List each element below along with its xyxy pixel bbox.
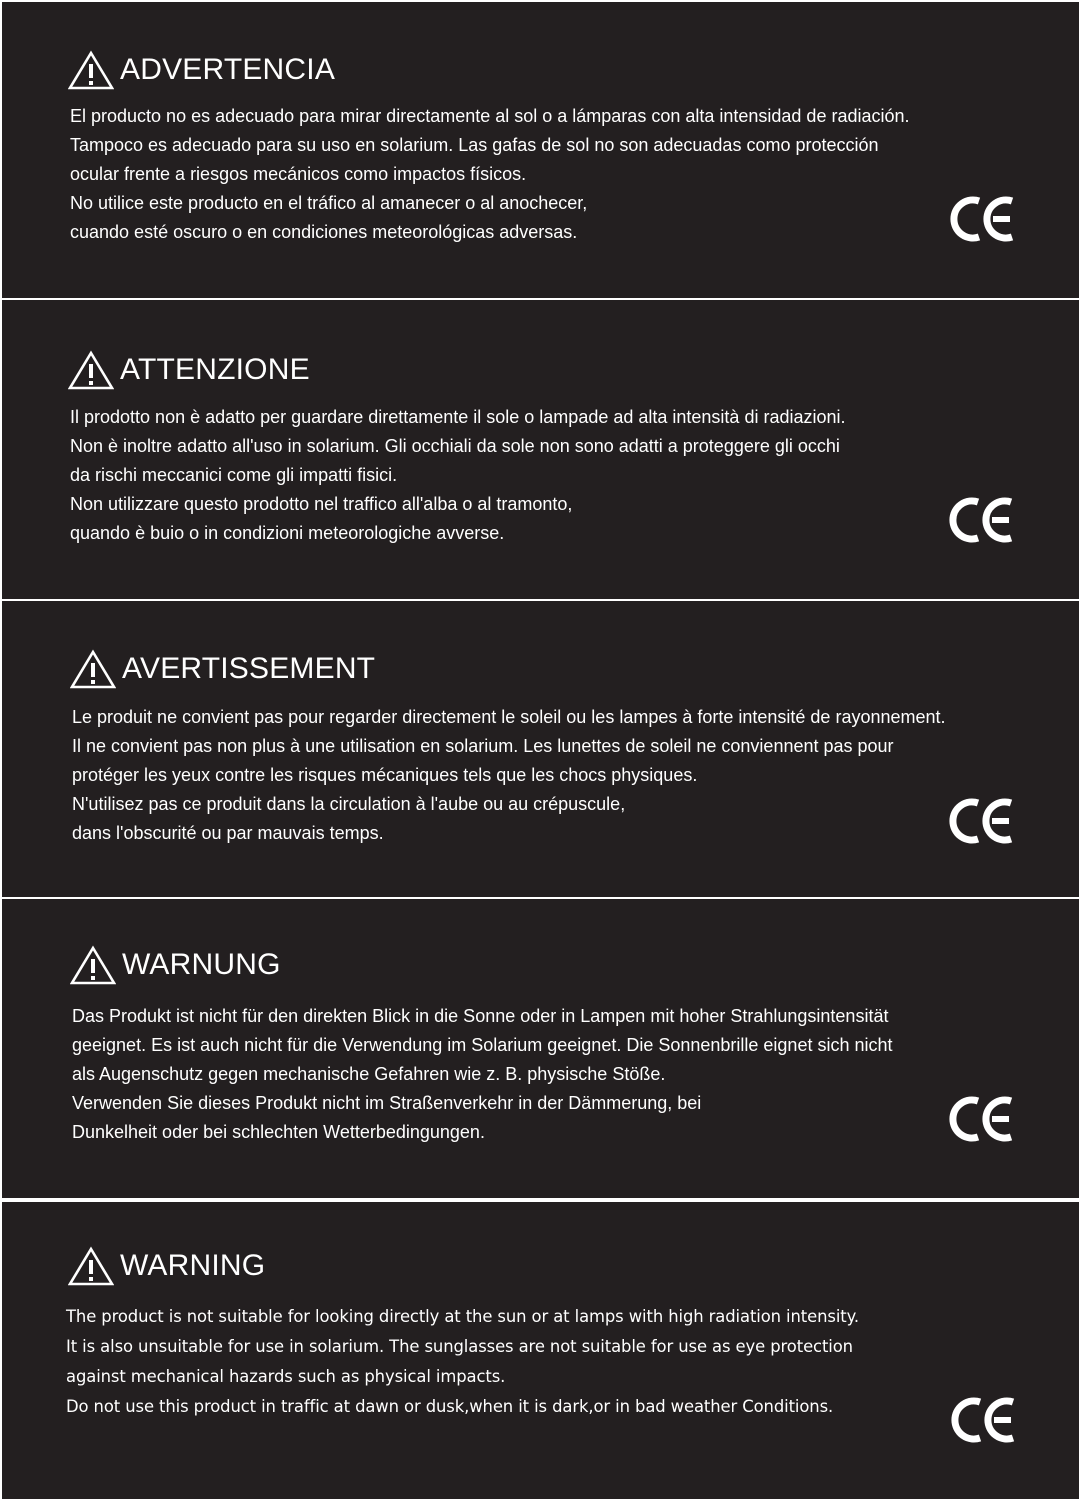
body-line: Il ne convient pas non plus à une utilisation en solarium. Les lunettes de soleil ne conviennent pas pour	[72, 736, 894, 756]
panel-title-text: WARNUNG	[122, 948, 281, 981]
panel-title	[68, 350, 310, 390]
body-line: ocular frente a riesgos mecánicos como impactos físicos.	[70, 164, 527, 184]
panel-title	[70, 649, 375, 689]
body-line: It is also unsuitable for use in solarium. The sunglasses are not suitable for use as eye protection	[66, 1337, 853, 1356]
body-line: against mechanical hazards such as physical impacts.	[66, 1367, 506, 1386]
body-line: Dunkelheit oder bei schlechten Wetterbedingungen.	[72, 1122, 485, 1142]
panel-body	[72, 703, 946, 848]
panel-title-text: ADVERTENCIA	[120, 53, 336, 86]
warning-panel-es	[2, 2, 1079, 298]
ce-mark	[950, 1397, 1016, 1443]
body-line: protéger les yeux contre les risques mécaniques tels que les chocs physiques.	[72, 765, 698, 785]
warning-panel-fr	[2, 601, 1079, 897]
panel-title-text: AVERTISSEMENT	[122, 652, 376, 685]
panel-body	[72, 1002, 893, 1147]
body-line: cuando esté oscuro o en condiciones meteorológicas adversas.	[70, 222, 578, 242]
panel-title	[68, 1246, 265, 1286]
panel-title-text: ATTENZIONE	[120, 353, 310, 386]
body-line: Non utilizzare questo prodotto nel traffico all'alba o al tramonto,	[70, 494, 573, 514]
body-line: Verwenden Sie dieses Produkt nicht im Straßenverkehr in der Dämmerung, bei	[72, 1093, 702, 1113]
body-line: da rischi meccanici come gli impatti fisici.	[70, 465, 398, 485]
ce-mark	[948, 1096, 1014, 1142]
body-line: N'utilisez pas ce produit dans la circulation à l'aube ou au crépuscule,	[72, 794, 626, 814]
panel-title-text: WARNING	[120, 1249, 266, 1282]
warning-triangle-icon	[68, 1246, 114, 1286]
panel-title	[68, 50, 335, 90]
warning-panel-en	[2, 1202, 1079, 1499]
ce-mark	[948, 497, 1014, 543]
warning-triangle-icon	[68, 350, 114, 390]
panel-body	[66, 1302, 859, 1422]
body-line: Il prodotto non è adatto per guardare direttamente il sole o lampade ad alta intensità di radiazioni.	[70, 407, 846, 427]
body-line: El producto no es adecuado para mirar directamente al sol o a lámparas con alta intensidad de radiación.	[70, 106, 910, 126]
body-line: geeignet. Es ist auch nicht für die Verwendung im Solarium geeignet. Die Sonnenbrille eignet sich nicht	[72, 1035, 893, 1055]
body-line: Non è inoltre adatto all'uso in solarium. Gli occhiali da sole non sono adatti a proteggere gli occhi	[70, 436, 840, 456]
body-line: Le produit ne convient pas pour regarder directement le soleil ou les lampes à forte intensité de rayonnement.	[72, 707, 946, 727]
body-line: Tampoco es adecuado para su uso en solarium. Las gafas de sol no son adecuadas como protección	[70, 135, 879, 155]
ce-mark	[948, 798, 1014, 844]
panel-title	[70, 945, 281, 985]
warning-panel-de	[2, 899, 1079, 1198]
ce-mark	[949, 196, 1015, 242]
panel-body	[70, 403, 846, 548]
warning-panel-it	[2, 300, 1079, 599]
panel-body	[70, 102, 910, 247]
body-line: The product is not suitable for looking directly at the sun or at lamps with high radiation intensity.	[66, 1307, 859, 1326]
warning-triangle-icon	[68, 50, 114, 90]
body-line: No utilice este producto en el tráfico al amanecer o al anochecer,	[70, 193, 588, 213]
body-line: Do not use this product in traffic at dawn or dusk,when it is dark,or in bad weather Conditions.	[66, 1397, 834, 1416]
body-line: quando è buio o in condizioni meteorologiche avverse.	[70, 523, 505, 543]
body-line: Das Produkt ist nicht für den direkten Blick in die Sonne oder in Lampen mit hoher Strahlungsintensität	[72, 1006, 889, 1026]
body-line: dans l'obscurité ou par mauvais temps.	[72, 823, 384, 843]
body-line: als Augenschutz gegen mechanische Gefahren wie z. B. physische Stöße.	[72, 1064, 666, 1084]
warning-triangle-icon	[70, 649, 116, 689]
warning-triangle-icon	[70, 945, 116, 985]
